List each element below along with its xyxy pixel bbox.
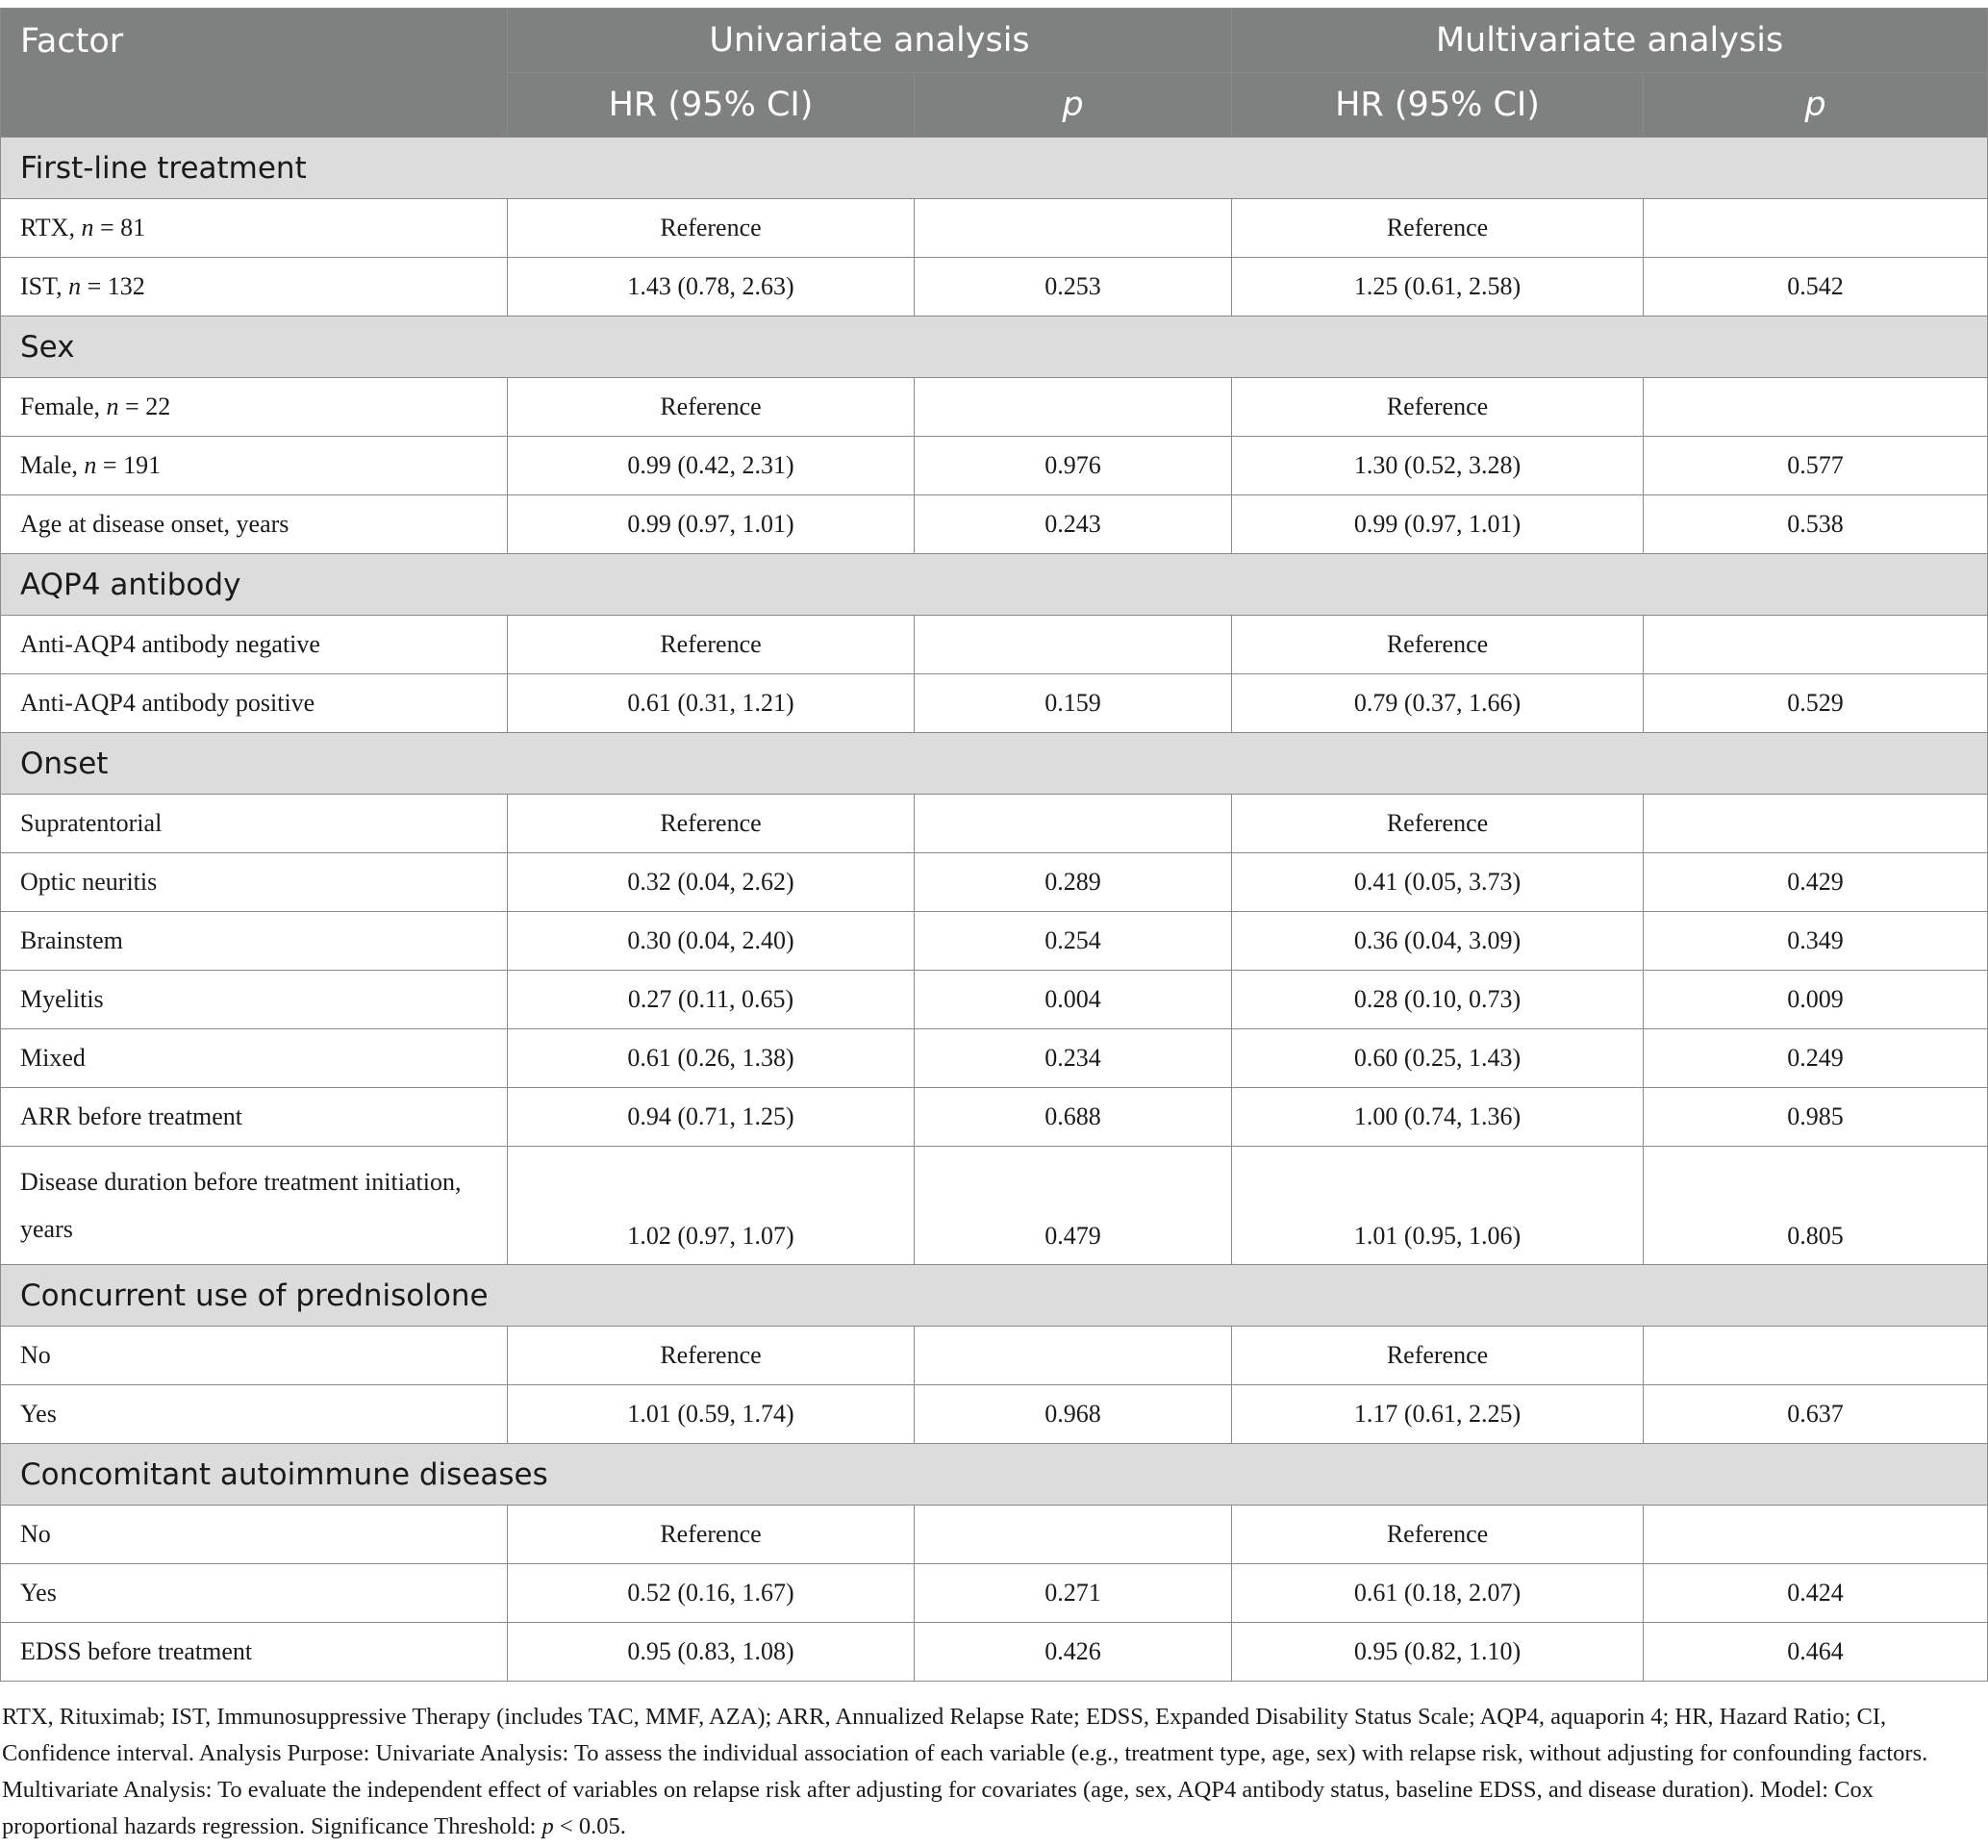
table-row	[1, 1623, 1988, 1682]
multi-p-cell	[1644, 795, 1988, 853]
uni-hr-cell: 1.02 (0.97, 1.07)	[508, 1147, 915, 1265]
uni-hr-cell: 1.43 (0.78, 2.63)	[508, 258, 915, 316]
uni-p-cell	[915, 199, 1232, 258]
table-body	[1, 138, 1988, 1682]
uni-hr-cell: 0.30 (0.04, 2.40)	[508, 912, 915, 971]
multi-p-cell: 0.009	[1644, 971, 1988, 1029]
table-row	[1, 616, 1988, 674]
table-row	[1, 853, 1988, 912]
n-count: = 191	[96, 451, 162, 479]
factor-cell	[1, 199, 508, 258]
factor-cell	[1, 1029, 508, 1088]
table-row	[1, 199, 1988, 258]
multi-p-cell: 0.429	[1644, 853, 1988, 912]
uni-hr-cell: Reference	[508, 795, 915, 853]
uni-p-cell: 0.688	[915, 1088, 1232, 1147]
n-count: = 132	[81, 272, 145, 300]
multi-p-cell: 0.529	[1644, 674, 1988, 733]
uni-hr-cell: 0.61 (0.31, 1.21)	[508, 674, 915, 733]
multi-p-cell	[1644, 1327, 1988, 1385]
multi-p-cell	[1644, 378, 1988, 437]
factor-label: Age at disease onset, years	[20, 510, 289, 538]
section-row	[1, 733, 1988, 795]
factor-cell	[1, 1564, 508, 1623]
uni-hr-cell: Reference	[508, 1506, 915, 1564]
multi-p-cell	[1644, 199, 1988, 258]
table-row	[1, 437, 1988, 495]
factor-label: No	[20, 1520, 51, 1548]
table-row	[1, 495, 1988, 554]
uni-p-header: p	[915, 73, 1232, 138]
uni-p-cell	[915, 616, 1232, 674]
uni-hr-cell: Reference	[508, 378, 915, 437]
multivariate-header: Multivariate analysis	[1232, 9, 1988, 73]
footnote-threshold: < 0.05.	[553, 1813, 626, 1839]
table-row	[1, 258, 1988, 316]
uni-p-cell: 0.234	[915, 1029, 1232, 1088]
multi-p-cell: 0.538	[1644, 495, 1988, 554]
section-row	[1, 1265, 1988, 1327]
table-row	[1, 674, 1988, 733]
uni-hr-header: HR (95% CI)	[508, 73, 915, 138]
multi-p-cell: 0.805	[1644, 1147, 1988, 1265]
factor-cell	[1, 1327, 508, 1385]
factor-cell	[1, 912, 508, 971]
uni-hr-cell: 0.52 (0.16, 1.67)	[508, 1564, 915, 1623]
multi-p-cell: 0.349	[1644, 912, 1988, 971]
factor-label: ARR before treatment	[20, 1102, 243, 1130]
multi-p-cell: 0.464	[1644, 1623, 1988, 1682]
multi-p-cell: 0.577	[1644, 437, 1988, 495]
results-table	[0, 8, 1988, 1682]
table-row	[1, 1564, 1988, 1623]
section-title: Sex	[1, 316, 1988, 378]
uni-p-cell: 0.289	[915, 853, 1232, 912]
multi-hr-cell: Reference	[1232, 199, 1644, 258]
multi-hr-cell: 0.61 (0.18, 2.07)	[1232, 1564, 1644, 1623]
factor-cell	[1, 795, 508, 853]
factor-cell	[1, 1506, 508, 1564]
n-count: = 81	[93, 214, 146, 241]
multi-hr-cell: 0.36 (0.04, 3.09)	[1232, 912, 1644, 971]
factor-label: Supratentorial	[20, 809, 163, 837]
footnote-text: RTX, Rituximab; IST, Immunosuppressive Therapy (includes TAC, MMF, AZA); ARR, Annualized Relapse Rate; EDSS, Expanded Disability Status Scale; AQP4, aquaporin 4; HR, Hazard Ratio; CI, Confidence interval. Analysis Purpose: Univariate Analysis: To assess the individual association of each variable (e.g., treatment type, age, sex) with relapse risk, without adjusting for confounding factors. Multivariate Analysis: To evaluate the independent effect of variables on relapse risk after adjusting for covariates (age, sex, AQP4 antibody status, baseline EDSS, and disease duration). Model: Cox proportional hazards regression. Significance Threshold:	[2, 1704, 1928, 1839]
multi-hr-cell: 0.79 (0.37, 1.66)	[1232, 674, 1644, 733]
table-row	[1, 971, 1988, 1029]
factor-cell	[1, 1385, 508, 1444]
factor-cell	[1, 495, 508, 554]
uni-p-cell: 0.271	[915, 1564, 1232, 1623]
multi-p-cell: 0.985	[1644, 1088, 1988, 1147]
factor-label: Yes	[20, 1400, 57, 1428]
multi-hr-cell: Reference	[1232, 616, 1644, 674]
multi-p-cell	[1644, 1506, 1988, 1564]
factor-label: Anti-AQP4 antibody negative	[20, 630, 320, 658]
uni-hr-cell: 0.94 (0.71, 1.25)	[508, 1088, 915, 1147]
factor-cell	[1, 616, 508, 674]
factor-cell	[1, 1623, 508, 1682]
section-row	[1, 554, 1988, 616]
multi-hr-cell: Reference	[1232, 1506, 1644, 1564]
factor-label: Disease duration before treatment initiation, years	[20, 1168, 462, 1243]
factor-label: Myelitis	[20, 985, 104, 1013]
factor-cell	[1, 674, 508, 733]
uni-p-cell: 0.243	[915, 495, 1232, 554]
footnote-p-symbol: p	[541, 1813, 554, 1839]
uni-p-cell	[915, 795, 1232, 853]
uni-p-cell	[915, 378, 1232, 437]
n-symbol: n	[106, 392, 119, 420]
uni-hr-cell: 0.95 (0.83, 1.08)	[508, 1623, 915, 1682]
uni-hr-cell: 0.32 (0.04, 2.62)	[508, 853, 915, 912]
multi-hr-cell: 0.28 (0.10, 0.73)	[1232, 971, 1644, 1029]
uni-hr-cell: 0.27 (0.11, 0.65)	[508, 971, 915, 1029]
uni-hr-cell: 0.61 (0.26, 1.38)	[508, 1029, 915, 1088]
factor-label: EDSS before treatment	[20, 1637, 253, 1665]
uni-p-cell: 0.159	[915, 674, 1232, 733]
section-title: Onset	[1, 733, 1988, 795]
uni-p-cell: 0.253	[915, 258, 1232, 316]
factor-label: Brainstem	[20, 926, 123, 954]
table-row	[1, 1088, 1988, 1147]
uni-hr-cell: Reference	[508, 1327, 915, 1385]
uni-p-cell: 0.426	[915, 1623, 1232, 1682]
factor-label: Optic neuritis	[20, 868, 158, 896]
section-title: Concomitant autoimmune diseases	[1, 1444, 1988, 1506]
multi-hr-cell: 0.60 (0.25, 1.43)	[1232, 1029, 1644, 1088]
multi-hr-cell: Reference	[1232, 1327, 1644, 1385]
factor-cell	[1, 378, 508, 437]
uni-hr-cell: 1.01 (0.59, 1.74)	[508, 1385, 915, 1444]
multi-hr-cell: 1.17 (0.61, 2.25)	[1232, 1385, 1644, 1444]
section-title: AQP4 antibody	[1, 554, 1988, 616]
uni-hr-cell: 0.99 (0.97, 1.01)	[508, 495, 915, 554]
table-row	[1, 1147, 1988, 1265]
multi-p-cell: 0.637	[1644, 1385, 1988, 1444]
multi-hr-header: HR (95% CI)	[1232, 73, 1644, 138]
factor-cell	[1, 437, 508, 495]
multi-p-cell: 0.249	[1644, 1029, 1988, 1088]
multi-hr-cell: Reference	[1232, 378, 1644, 437]
n-symbol: n	[81, 214, 94, 241]
factor-label: No	[20, 1341, 51, 1369]
multi-hr-cell: 1.00 (0.74, 1.36)	[1232, 1088, 1644, 1147]
table-row	[1, 378, 1988, 437]
uni-hr-cell: 0.99 (0.42, 2.31)	[508, 437, 915, 495]
table-row	[1, 1029, 1988, 1088]
n-count: = 22	[118, 392, 171, 420]
table-row	[1, 1385, 1988, 1444]
multi-p-header: p	[1644, 73, 1988, 138]
uni-p-cell: 0.254	[915, 912, 1232, 971]
section-row	[1, 138, 1988, 199]
factor-cell	[1, 1088, 508, 1147]
header-row-top	[1, 9, 1988, 73]
factor-cell	[1, 853, 508, 912]
factor-label: Female,	[20, 392, 107, 420]
factor-cell	[1, 1147, 508, 1265]
section-row	[1, 316, 1988, 378]
uni-p-cell: 0.479	[915, 1147, 1232, 1265]
multi-p-cell: 0.424	[1644, 1564, 1988, 1623]
uni-p-cell	[915, 1506, 1232, 1564]
univariate-header: Univariate analysis	[508, 9, 1232, 73]
multi-hr-cell: 1.01 (0.95, 1.06)	[1232, 1147, 1644, 1265]
multi-hr-cell: Reference	[1232, 795, 1644, 853]
factor-cell	[1, 971, 508, 1029]
factor-label: Anti-AQP4 antibody positive	[20, 689, 315, 717]
n-symbol: n	[84, 451, 97, 479]
factor-label: RTX,	[20, 214, 82, 241]
factor-cell	[1, 258, 508, 316]
table-footnote	[2, 1699, 1983, 1845]
section-row	[1, 1444, 1988, 1506]
uni-hr-cell: Reference	[508, 199, 915, 258]
factor-label: Male,	[20, 451, 85, 479]
uni-p-cell	[915, 1327, 1232, 1385]
multi-hr-cell: 0.99 (0.97, 1.01)	[1232, 495, 1644, 554]
table-row	[1, 912, 1988, 971]
table-row	[1, 795, 1988, 853]
factor-label: Yes	[20, 1579, 57, 1607]
multi-hr-cell: 1.30 (0.52, 3.28)	[1232, 437, 1644, 495]
multi-p-cell	[1644, 616, 1988, 674]
section-title: First-line treatment	[1, 138, 1988, 199]
factor-label: Mixed	[20, 1044, 86, 1072]
uni-p-cell: 0.004	[915, 971, 1232, 1029]
n-symbol: n	[68, 272, 82, 300]
factor-label: IST,	[20, 272, 69, 300]
table-row	[1, 1506, 1988, 1564]
uni-p-cell: 0.968	[915, 1385, 1232, 1444]
uni-p-cell: 0.976	[915, 437, 1232, 495]
multi-p-cell: 0.542	[1644, 258, 1988, 316]
section-title: Concurrent use of prednisolone	[1, 1265, 1988, 1327]
multi-hr-cell: 0.95 (0.82, 1.10)	[1232, 1623, 1644, 1682]
multi-hr-cell: 0.41 (0.05, 3.73)	[1232, 853, 1644, 912]
uni-hr-cell: Reference	[508, 616, 915, 674]
factor-header: Factor	[1, 9, 508, 138]
table-row	[1, 1327, 1988, 1385]
multi-hr-cell: 1.25 (0.61, 2.58)	[1232, 258, 1644, 316]
